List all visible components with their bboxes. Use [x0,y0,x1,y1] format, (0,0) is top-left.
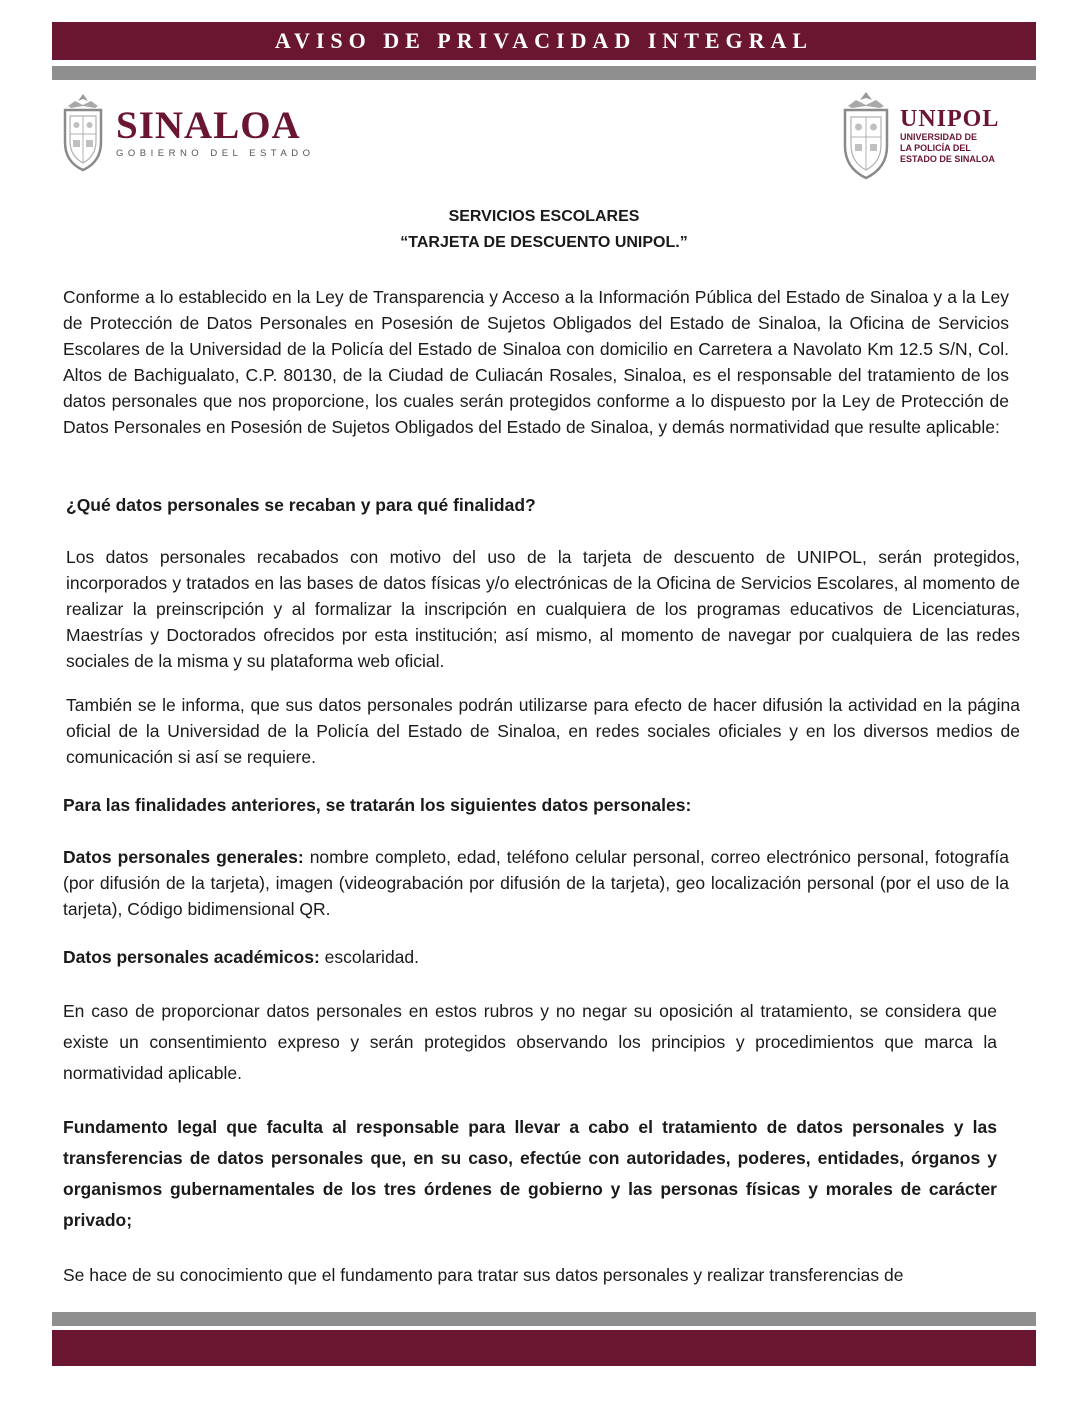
collection-paragraph: Los datos personales recabados con motivo del uso de la tarjeta de descuento de UNIPOL, serán protegidos, incorporados y tratados en las bases de datos físicas y/o electrónicas de la Oficina de Servicios Escolares, al momento de realizar la preinscripción y al formalizar la inscripción en cualquiera de los programas educativos de Licenciaturas, Maestrías y Doctorados ofrecidos por esta institución; así mismo, al momento de navegar por cualquiera de las redes sociales de la misma y su plataforma web oficial. [66,547,1020,671]
general-data-paragraph [63,844,1009,922]
sinaloa-logo-name: SINALOA [116,103,301,147]
question-heading: ¿Qué datos personales se recaban y para qué finalidad? [66,495,536,515]
banner-title: AVISO DE PRIVACIDAD INTEGRAL [274,28,814,53]
unipol-logo [840,90,999,180]
consent-paragraph: En caso de proporcionar datos personales en estos rubros y no negar su oposición al tratamiento, se considera que existe un consentimiento expreso y serán protegidos observando los principios y procedimientos que marca la normatividad aplicable. [63,1001,997,1083]
closing-paragraph: Se hace de su conocimiento que el fundamento para tratar sus datos personales y realizar transferencias de [63,1265,904,1285]
general-data-label: Datos personales generales: [63,847,304,867]
legal-basis-heading: Fundamento legal que faculta al responsable para llevar a cabo el tratamiento de datos personales y las transferencias de datos personales que, en su caso, efectúe con autoridades, poderes, entidades, órganos y organismos gubernamentales de los tres órdenes de gobierno y las personas físicas y morales de carácter privado; [63,1117,997,1230]
intro-paragraph: Conforme a lo establecido en la Ley de Transparencia y Acceso a la Información Pública del Estado de Sinaloa y a la Ley de Protección de Datos Personales en Posesión de Sujetos Obligados del Estado de Sinaloa, la Oficina de Servicios Escolares de la Universidad de la Policía del Estado de Sinaloa con domicilio en Carretera a Navolato Km 12.5 S/N, Col. Altos de Bachigualato, C.P. 80130, de la Ciudad de Culiacán Rosales, Sinaloa, es el responsable del tratamiento de los datos personales que nos proporcione, los cuales serán protegidos conforme a lo dispuesto por la Ley de Protección de Datos Personales en Posesión de Sujetos Obligados del Estado de Sinaloa, y demás normatividad que resulte aplicable: [63,287,1009,437]
document-heading [52,204,1036,256]
state-coat-of-arms-icon [60,92,106,172]
header-gray-bar [52,66,1036,80]
dissemination-paragraph: También se le informa, que sus datos personales podrán utilizarse para efecto de hacer difusión la actividad en la página oficial de la Universidad de la Policía del Estado de Sinaloa, en redes sociales oficiales y en los diversos medios de comunicación si así se requiere. [66,695,1020,767]
document-heading-line1: SERVICIOS ESCOLARES [448,208,640,225]
university-seal-icon [840,90,892,180]
sinaloa-logo [60,92,314,172]
purposes-heading: Para las finalidades anteriores, se tratarán los siguientes datos personales: [63,795,692,815]
unipol-logo-name: UNIPOL [900,105,1000,132]
header-banner [52,22,1036,60]
academic-data-label: Datos personales académicos: [63,947,320,967]
academic-data-paragraph [63,944,1009,970]
sinaloa-logo-subtitle: GOBIERNO DEL ESTADO [116,147,315,159]
general-data-text: nombre completo, edad, teléfono celular personal, correo electrónico personal, fotografía (por difusión de la tarjeta), imagen (videograbación por difusión de la tarjeta), geo localización personal (por el uso de la tarjeta), Código bidimensional QR. [63,847,1010,919]
unipol-logo-subtitle-line: LA POLICÍA DEL [900,142,971,153]
unipol-logo-subtitle-line: UNIVERSIDAD DE [900,131,978,142]
unipol-logo-subtitle-line: ESTADO DE SINALOA [900,153,995,164]
footer-banner [52,1330,1036,1366]
footer-gray-bar [52,1312,1036,1326]
document-heading-line2: “TARJETA DE DESCUENTO UNIPOL.” [400,234,688,251]
academic-data-text: escolaridad. [319,947,420,967]
